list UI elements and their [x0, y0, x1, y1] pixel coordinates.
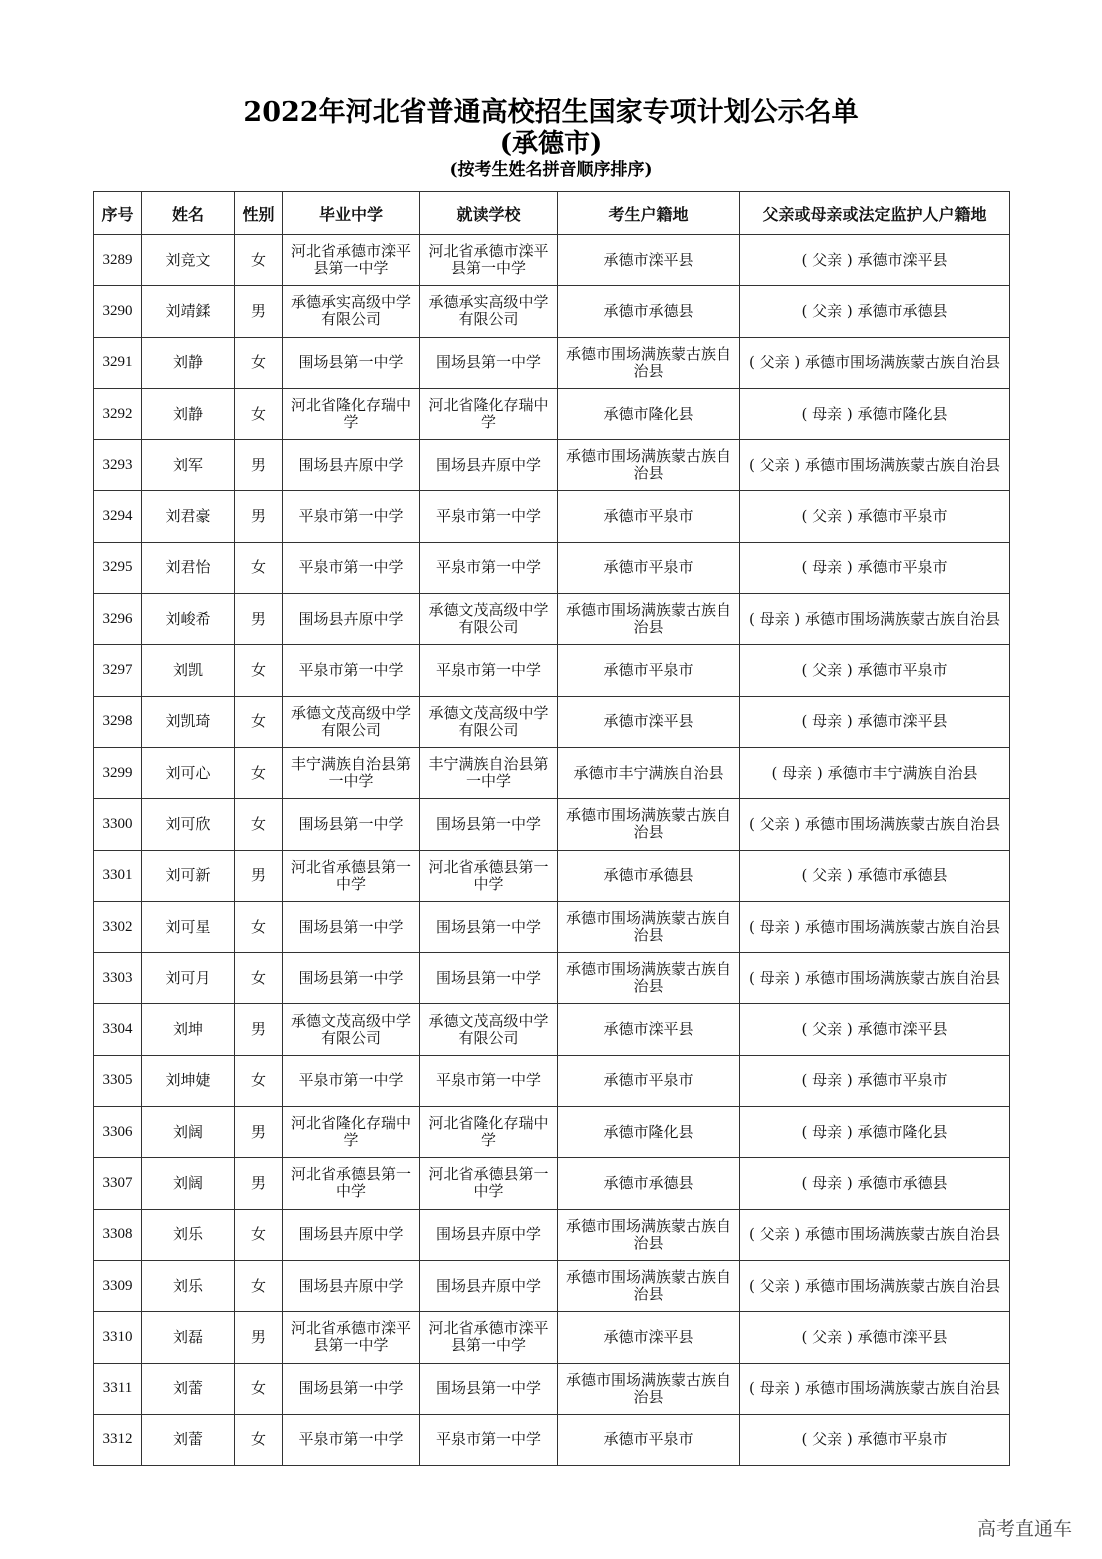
- cell-name: 刘静: [142, 388, 235, 439]
- table-row: [94, 337, 1010, 388]
- cell-guardian-household: ( 母亲 ) 承德市承德县: [740, 1158, 1010, 1209]
- cell-current-school: 围场县第一中学: [420, 953, 558, 1004]
- cell-seq: 3304: [94, 1004, 142, 1055]
- table-row: [94, 1260, 1010, 1311]
- cell-guardian-household: ( 父亲 ) 承德市滦平县: [740, 1004, 1010, 1055]
- cell-gender: 女: [235, 901, 283, 952]
- table-row: [94, 747, 1010, 798]
- cell-gender: 男: [235, 1004, 283, 1055]
- cell-guardian-household: ( 母亲 ) 承德市平泉市: [740, 542, 1010, 593]
- cell-current-school: 承德文茂高级中学有限公司: [420, 594, 558, 645]
- cell-gender: 女: [235, 1209, 283, 1260]
- cell-seq: 3291: [94, 337, 142, 388]
- cell-guardian-household: ( 母亲 ) 承德市隆化县: [740, 1107, 1010, 1158]
- cell-guardian-household: ( 父亲 ) 承德市平泉市: [740, 645, 1010, 696]
- cell-gender: 男: [235, 1107, 283, 1158]
- header-guardian-household: 父亲或母亲或法定监护人户籍地: [740, 192, 1010, 235]
- cell-guardian-household: ( 母亲 ) 承德市围场满族蒙古族自治县: [740, 953, 1010, 1004]
- table-row: [94, 1055, 1010, 1106]
- cell-name: 刘峻希: [142, 594, 235, 645]
- cell-name: 刘阔: [142, 1158, 235, 1209]
- cell-name: 刘阔: [142, 1107, 235, 1158]
- table-row: [94, 953, 1010, 1004]
- cell-name: 刘静: [142, 337, 235, 388]
- cell-current-school: 围场县第一中学: [420, 1363, 558, 1414]
- roster-table: [93, 191, 1010, 1466]
- cell-current-school: 围场县卉原中学: [420, 1209, 558, 1260]
- cell-household: 承德市围场满族蒙古族自治县: [558, 1363, 740, 1414]
- cell-graduated-school: 围场县第一中学: [283, 953, 420, 1004]
- cell-guardian-household: ( 父亲 ) 承德市滦平县: [740, 235, 1010, 286]
- cell-guardian-household: ( 父亲 ) 承德市承德县: [740, 286, 1010, 337]
- cell-seq: 3299: [94, 747, 142, 798]
- cell-seq: 3296: [94, 594, 142, 645]
- cell-name: 刘君怡: [142, 542, 235, 593]
- table-row: [94, 1004, 1010, 1055]
- cell-guardian-household: ( 母亲 ) 承德市围场满族蒙古族自治县: [740, 901, 1010, 952]
- header-graduated-school: 毕业中学: [283, 192, 420, 235]
- cell-household: 承德市围场满族蒙古族自治县: [558, 799, 740, 850]
- cell-graduated-school: 丰宁满族自治县第一中学: [283, 747, 420, 798]
- cell-current-school: 承德文茂高级中学有限公司: [420, 1004, 558, 1055]
- watermark: 高考直通车: [976, 1518, 1072, 1540]
- cell-gender: 女: [235, 1363, 283, 1414]
- cell-current-school: 平泉市第一中学: [420, 542, 558, 593]
- cell-current-school: 河北省隆化存瑞中学: [420, 1107, 558, 1158]
- cell-name: 刘靖鍒: [142, 286, 235, 337]
- cell-current-school: 平泉市第一中学: [420, 645, 558, 696]
- cell-household: 承德市围场满族蒙古族自治县: [558, 953, 740, 1004]
- cell-name: 刘可月: [142, 953, 235, 1004]
- cell-guardian-household: ( 父亲 ) 承德市围场满族蒙古族自治县: [740, 799, 1010, 850]
- cell-name: 刘可星: [142, 901, 235, 952]
- cell-gender: 女: [235, 1414, 283, 1465]
- cell-gender: 男: [235, 440, 283, 491]
- table-row: [94, 440, 1010, 491]
- cell-household: 承德市平泉市: [558, 1055, 740, 1106]
- cell-name: 刘凯: [142, 645, 235, 696]
- table-row: [94, 901, 1010, 952]
- table-row: [94, 491, 1010, 542]
- cell-seq: 3293: [94, 440, 142, 491]
- page-title: 2022年河北省普通高校招生国家专项计划公示名单: [243, 97, 859, 128]
- cell-household: 承德市滦平县: [558, 1312, 740, 1363]
- header-household: 考生户籍地: [558, 192, 740, 235]
- cell-name: 刘竞文: [142, 235, 235, 286]
- cell-current-school: 丰宁满族自治县第一中学: [420, 747, 558, 798]
- cell-graduated-school: 承德文茂高级中学有限公司: [283, 1004, 420, 1055]
- cell-graduated-school: 河北省承德市滦平县第一中学: [283, 1312, 420, 1363]
- cell-household: 承德市滦平县: [558, 235, 740, 286]
- cell-household: 承德市围场满族蒙古族自治县: [558, 1209, 740, 1260]
- cell-household: 承德市平泉市: [558, 1414, 740, 1465]
- cell-name: 刘磊: [142, 1312, 235, 1363]
- cell-household: 承德市滦平县: [558, 1004, 740, 1055]
- cell-name: 刘坤: [142, 1004, 235, 1055]
- cell-household: 承德市围场满族蒙古族自治县: [558, 440, 740, 491]
- cell-graduated-school: 围场县卉原中学: [283, 440, 420, 491]
- cell-guardian-household: ( 母亲 ) 承德市滦平县: [740, 696, 1010, 747]
- cell-seq: 3292: [94, 388, 142, 439]
- cell-gender: 男: [235, 491, 283, 542]
- cell-current-school: 河北省承德市滦平县第一中学: [420, 1312, 558, 1363]
- cell-seq: 3305: [94, 1055, 142, 1106]
- cell-guardian-household: ( 父亲 ) 承德市围场满族蒙古族自治县: [740, 440, 1010, 491]
- table-row: [94, 542, 1010, 593]
- cell-seq: 3295: [94, 542, 142, 593]
- cell-current-school: 平泉市第一中学: [420, 491, 558, 542]
- cell-graduated-school: 河北省承德县第一中学: [283, 850, 420, 901]
- cell-guardian-household: ( 父亲 ) 承德市围场满族蒙古族自治县: [740, 337, 1010, 388]
- cell-graduated-school: 围场县第一中学: [283, 799, 420, 850]
- cell-gender: 男: [235, 1312, 283, 1363]
- cell-household: 承德市围场满族蒙古族自治县: [558, 594, 740, 645]
- table-row: [94, 696, 1010, 747]
- cell-graduated-school: 围场县第一中学: [283, 337, 420, 388]
- cell-guardian-household: ( 母亲 ) 承德市丰宁满族自治县: [740, 747, 1010, 798]
- cell-gender: 男: [235, 1158, 283, 1209]
- cell-gender: 女: [235, 1260, 283, 1311]
- sort-note: (按考生姓名拼音顺序排序): [449, 160, 653, 180]
- cell-name: 刘可新: [142, 850, 235, 901]
- cell-current-school: 围场县第一中学: [420, 799, 558, 850]
- cell-guardian-household: ( 父亲 ) 承德市围场满族蒙古族自治县: [740, 1209, 1010, 1260]
- cell-current-school: 围场县第一中学: [420, 337, 558, 388]
- table-header-row: [94, 192, 1010, 235]
- cell-graduated-school: 围场县卉原中学: [283, 1209, 420, 1260]
- cell-current-school: 围场县卉原中学: [420, 440, 558, 491]
- cell-household: 承德市丰宁满族自治县: [558, 747, 740, 798]
- cell-graduated-school: 河北省隆化存瑞中学: [283, 388, 420, 439]
- cell-household: 承德市围场满族蒙古族自治县: [558, 337, 740, 388]
- cell-gender: 女: [235, 235, 283, 286]
- cell-current-school: 河北省承德市滦平县第一中学: [420, 235, 558, 286]
- cell-current-school: 围场县第一中学: [420, 901, 558, 952]
- cell-seq: 3306: [94, 1107, 142, 1158]
- cell-guardian-household: ( 父亲 ) 承德市平泉市: [740, 1414, 1010, 1465]
- cell-seq: 3290: [94, 286, 142, 337]
- cell-seq: 3300: [94, 799, 142, 850]
- cell-current-school: 平泉市第一中学: [420, 1055, 558, 1106]
- cell-current-school: 河北省承德县第一中学: [420, 1158, 558, 1209]
- cell-seq: 3307: [94, 1158, 142, 1209]
- cell-gender: 女: [235, 696, 283, 747]
- table-row: [94, 645, 1010, 696]
- cell-current-school: 河北省隆化存瑞中学: [420, 388, 558, 439]
- page-subtitle: (承德市): [499, 129, 603, 159]
- cell-seq: 3312: [94, 1414, 142, 1465]
- cell-seq: 3302: [94, 901, 142, 952]
- cell-guardian-household: ( 母亲 ) 承德市围场满族蒙古族自治县: [740, 1363, 1010, 1414]
- cell-household: 承德市隆化县: [558, 1107, 740, 1158]
- cell-seq: 3309: [94, 1260, 142, 1311]
- cell-household: 承德市围场满族蒙古族自治县: [558, 1260, 740, 1311]
- header-current-school: 就读学校: [420, 192, 558, 235]
- table-row: [94, 1312, 1010, 1363]
- cell-household: 承德市围场满族蒙古族自治县: [558, 901, 740, 952]
- cell-seq: 3311: [94, 1363, 142, 1414]
- cell-name: 刘乐: [142, 1209, 235, 1260]
- cell-seq: 3289: [94, 235, 142, 286]
- table-row: [94, 799, 1010, 850]
- header-name: 姓名: [142, 192, 235, 235]
- cell-name: 刘君豪: [142, 491, 235, 542]
- cell-household: 承德市平泉市: [558, 542, 740, 593]
- cell-gender: 女: [235, 645, 283, 696]
- cell-name: 刘坤婕: [142, 1055, 235, 1106]
- cell-graduated-school: 围场县第一中学: [283, 901, 420, 952]
- cell-gender: 女: [235, 1055, 283, 1106]
- table-row: [94, 1414, 1010, 1465]
- cell-graduated-school: 承德文茂高级中学有限公司: [283, 696, 420, 747]
- cell-graduated-school: 平泉市第一中学: [283, 542, 420, 593]
- table-row: [94, 1209, 1010, 1260]
- cell-graduated-school: 围场县第一中学: [283, 1363, 420, 1414]
- cell-seq: 3297: [94, 645, 142, 696]
- cell-graduated-school: 平泉市第一中学: [283, 645, 420, 696]
- table-row: [94, 235, 1010, 286]
- cell-name: 刘蕾: [142, 1414, 235, 1465]
- cell-name: 刘可欣: [142, 799, 235, 850]
- cell-name: 刘军: [142, 440, 235, 491]
- cell-name: 刘乐: [142, 1260, 235, 1311]
- cell-guardian-household: ( 父亲 ) 承德市滦平县: [740, 1312, 1010, 1363]
- cell-name: 刘凯琦: [142, 696, 235, 747]
- cell-graduated-school: 承德承实高级中学有限公司: [283, 286, 420, 337]
- cell-graduated-school: 河北省隆化存瑞中学: [283, 1107, 420, 1158]
- cell-graduated-school: 围场县卉原中学: [283, 1260, 420, 1311]
- cell-household: 承德市平泉市: [558, 491, 740, 542]
- cell-graduated-school: 围场县卉原中学: [283, 594, 420, 645]
- cell-gender: 女: [235, 799, 283, 850]
- cell-current-school: 承德文茂高级中学有限公司: [420, 696, 558, 747]
- cell-seq: 3310: [94, 1312, 142, 1363]
- cell-current-school: 承德承实高级中学有限公司: [420, 286, 558, 337]
- cell-gender: 女: [235, 953, 283, 1004]
- cell-guardian-household: ( 母亲 ) 承德市围场满族蒙古族自治县: [740, 594, 1010, 645]
- cell-graduated-school: 平泉市第一中学: [283, 1414, 420, 1465]
- cell-household: 承德市滦平县: [558, 696, 740, 747]
- cell-seq: 3298: [94, 696, 142, 747]
- cell-guardian-household: ( 父亲 ) 承德市平泉市: [740, 491, 1010, 542]
- cell-guardian-household: ( 母亲 ) 承德市隆化县: [740, 388, 1010, 439]
- cell-household: 承德市承德县: [558, 1158, 740, 1209]
- cell-seq: 3303: [94, 953, 142, 1004]
- cell-graduated-school: 平泉市第一中学: [283, 1055, 420, 1106]
- cell-seq: 3301: [94, 850, 142, 901]
- table-row: [94, 1363, 1010, 1414]
- table-row: [94, 1107, 1010, 1158]
- cell-guardian-household: ( 父亲 ) 承德市围场满族蒙古族自治县: [740, 1260, 1010, 1311]
- cell-graduated-school: 河北省承德县第一中学: [283, 1158, 420, 1209]
- header-gender: 性别: [235, 192, 283, 235]
- cell-household: 承德市承德县: [558, 850, 740, 901]
- cell-gender: 女: [235, 542, 283, 593]
- cell-guardian-household: ( 母亲 ) 承德市平泉市: [740, 1055, 1010, 1106]
- cell-name: 刘蕾: [142, 1363, 235, 1414]
- cell-current-school: 围场县卉原中学: [420, 1260, 558, 1311]
- table-row: [94, 1158, 1010, 1209]
- cell-household: 承德市隆化县: [558, 388, 740, 439]
- table-row: [94, 594, 1010, 645]
- cell-household: 承德市平泉市: [558, 645, 740, 696]
- cell-seq: 3294: [94, 491, 142, 542]
- cell-name: 刘可心: [142, 747, 235, 798]
- cell-graduated-school: 平泉市第一中学: [283, 491, 420, 542]
- table-row: [94, 388, 1010, 439]
- cell-current-school: 平泉市第一中学: [420, 1414, 558, 1465]
- header-seq: 序号: [94, 192, 142, 235]
- cell-gender: 女: [235, 337, 283, 388]
- cell-gender: 男: [235, 594, 283, 645]
- cell-gender: 女: [235, 747, 283, 798]
- table-row: [94, 850, 1010, 901]
- table-row: [94, 286, 1010, 337]
- cell-household: 承德市承德县: [558, 286, 740, 337]
- cell-gender: 男: [235, 286, 283, 337]
- cell-gender: 女: [235, 388, 283, 439]
- cell-seq: 3308: [94, 1209, 142, 1260]
- cell-current-school: 河北省承德县第一中学: [420, 850, 558, 901]
- cell-gender: 男: [235, 850, 283, 901]
- cell-graduated-school: 河北省承德市滦平县第一中学: [283, 235, 420, 286]
- cell-guardian-household: ( 父亲 ) 承德市承德县: [740, 850, 1010, 901]
